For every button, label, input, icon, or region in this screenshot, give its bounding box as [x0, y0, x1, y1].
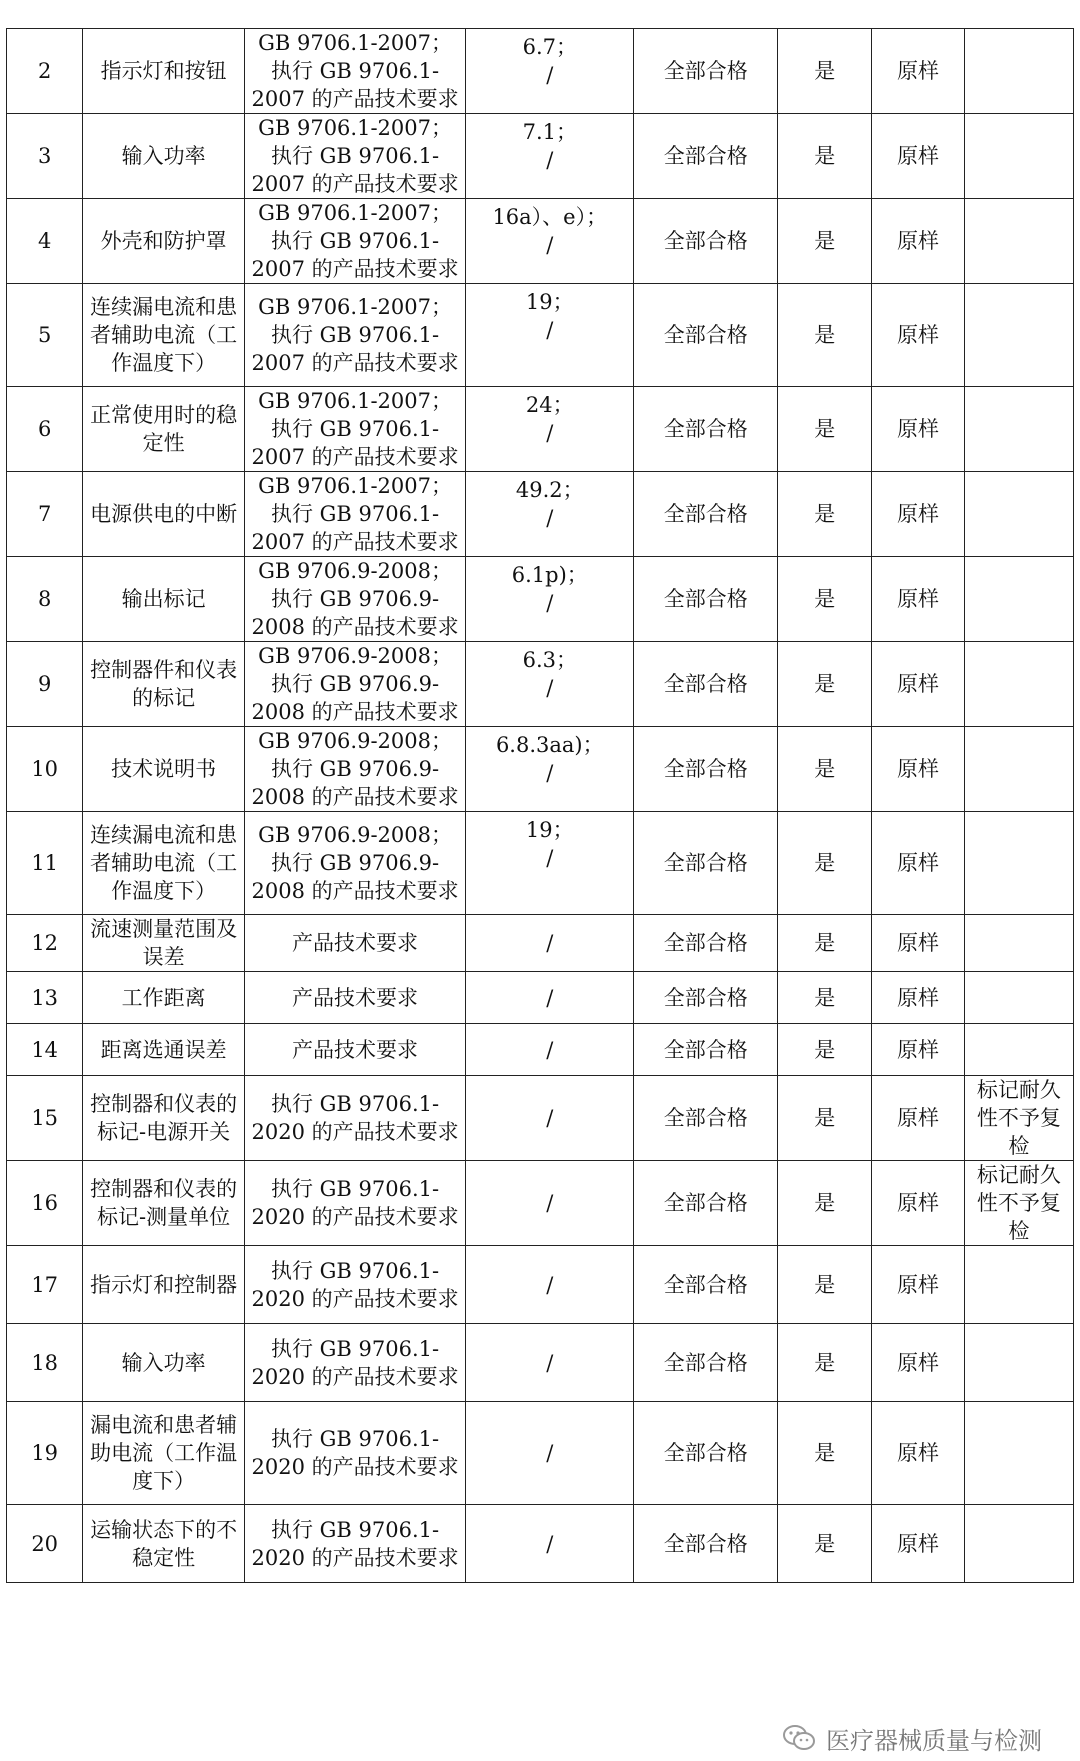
pass-flag: 是: [778, 1076, 872, 1161]
row-number: 20: [7, 1505, 83, 1583]
watermark-footer: [782, 1723, 1042, 1753]
row-number: 9: [7, 642, 83, 727]
row-number: 7: [7, 472, 83, 557]
clause-ref: [466, 472, 634, 557]
row-number: 6: [7, 387, 83, 472]
remark-text: [964, 812, 1073, 915]
clause-ref: /: [466, 1161, 634, 1246]
table-row: [7, 727, 1074, 812]
inspection-results-table: [6, 28, 1074, 1583]
clause-ref: /: [466, 1076, 634, 1161]
pass-flag: 是: [778, 29, 872, 114]
clause-ref: [466, 727, 634, 812]
test-basis: 产品技术要求: [244, 972, 465, 1024]
test-item: 控制器和仪表的标记-测量单位: [83, 1161, 244, 1246]
result-text: 全部合格: [634, 29, 778, 114]
remark-text: [964, 1246, 1073, 1324]
remark-text: [964, 1505, 1073, 1583]
pass-flag: 是: [778, 812, 872, 915]
clause-ref: /: [466, 1402, 634, 1505]
clause-note: /: [546, 676, 554, 700]
test-item: 控制器和仪表的标记-电源开关: [83, 1076, 244, 1161]
test-item: 指示灯和控制器: [83, 1246, 244, 1324]
test-item: 外壳和防护罩: [83, 199, 244, 284]
table-row: [7, 642, 1074, 727]
sample-state: 原样: [872, 1024, 965, 1076]
remark-text: 标记耐久性不予复检: [964, 1161, 1073, 1246]
test-item: 连续漏电流和患者辅助电流（工作温度下）: [83, 812, 244, 915]
sample-state: 原样: [872, 1324, 965, 1402]
table-row: [7, 1024, 1074, 1076]
clause-ref: [466, 387, 634, 472]
remark-text: 标记耐久性不予复检: [964, 1076, 1073, 1161]
sample-state: 原样: [872, 812, 965, 915]
test-item: 输入功率: [83, 114, 244, 199]
remark-text: [964, 284, 1073, 387]
result-text: 全部合格: [634, 1076, 778, 1161]
test-item: 连续漏电流和患者辅助电流（工作温度下）: [83, 284, 244, 387]
table-row: [7, 199, 1074, 284]
test-basis: 执行 GB 9706.1-2020 的产品技术要求: [244, 1161, 465, 1246]
clause-number: 6.7；: [522, 35, 577, 59]
clause-number: 6.1p)；: [511, 563, 588, 587]
pass-flag: 是: [778, 1505, 872, 1583]
row-number: 19: [7, 1402, 83, 1505]
sample-state: 原样: [872, 1076, 965, 1161]
result-text: 全部合格: [634, 1024, 778, 1076]
row-number: 18: [7, 1324, 83, 1402]
clause-ref: [466, 199, 634, 284]
result-text: 全部合格: [634, 1161, 778, 1246]
clause-ref: /: [466, 1505, 634, 1583]
row-number: 5: [7, 284, 83, 387]
remark-text: [964, 114, 1073, 199]
row-number: 8: [7, 557, 83, 642]
remark-text: [964, 642, 1073, 727]
clause-number: 19；: [525, 818, 574, 842]
table-row: [7, 557, 1074, 642]
test-item: 正常使用时的稳定性: [83, 387, 244, 472]
result-text: 全部合格: [634, 1246, 778, 1324]
account-name: 医疗器械质量与检测: [826, 1726, 1042, 1755]
clause-number: 6.8.3aa)；: [495, 733, 604, 757]
pass-flag: 是: [778, 387, 872, 472]
row-number: 12: [7, 915, 83, 972]
sample-state: 原样: [872, 972, 965, 1024]
row-number: 2: [7, 29, 83, 114]
clause-note: /: [546, 318, 554, 342]
clause-note: /: [546, 421, 554, 445]
pass-flag: 是: [778, 1324, 872, 1402]
test-item: 技术说明书: [83, 727, 244, 812]
result-text: 全部合格: [634, 972, 778, 1024]
table-row: [7, 29, 1074, 114]
remark-text: [964, 972, 1073, 1024]
row-number: 11: [7, 812, 83, 915]
test-basis: GB 9706.9-2008；执行 GB 9706.9-2008 的产品技术要求: [244, 727, 465, 812]
test-item: 距离选通误差: [83, 1024, 244, 1076]
remark-text: [964, 557, 1073, 642]
row-number: 16: [7, 1161, 83, 1246]
pass-flag: 是: [778, 1402, 872, 1505]
result-text: 全部合格: [634, 472, 778, 557]
test-item: 运输状态下的不稳定性: [83, 1505, 244, 1583]
table-row: [7, 915, 1074, 972]
table-row: [7, 1505, 1074, 1583]
result-text: 全部合格: [634, 915, 778, 972]
sample-state: 原样: [872, 29, 965, 114]
clause-ref: [466, 114, 634, 199]
clause-note: /: [546, 846, 554, 870]
pass-flag: 是: [778, 972, 872, 1024]
table-row: [7, 284, 1074, 387]
test-basis: 执行 GB 9706.1-2020 的产品技术要求: [244, 1324, 465, 1402]
result-text: 全部合格: [634, 812, 778, 915]
test-basis: GB 9706.1-2007；执行 GB 9706.1-2007 的产品技术要求: [244, 199, 465, 284]
table-row: [7, 1246, 1074, 1324]
clause-number: 49.2；: [515, 478, 584, 502]
row-number: 4: [7, 199, 83, 284]
sample-state: 原样: [872, 1246, 965, 1324]
clause-number: 24；: [525, 393, 574, 417]
result-text: 全部合格: [634, 727, 778, 812]
test-item: 漏电流和患者辅助电流（工作温度下）: [83, 1402, 244, 1505]
clause-note: /: [546, 506, 554, 530]
wechat-icon: [782, 1724, 816, 1752]
pass-flag: 是: [778, 1024, 872, 1076]
test-basis: 执行 GB 9706.1-2020 的产品技术要求: [244, 1402, 465, 1505]
clause-ref: [466, 29, 634, 114]
row-number: 13: [7, 972, 83, 1024]
test-basis: 产品技术要求: [244, 1024, 465, 1076]
pass-flag: 是: [778, 199, 872, 284]
result-text: 全部合格: [634, 284, 778, 387]
pass-flag: 是: [778, 284, 872, 387]
row-number: 15: [7, 1076, 83, 1161]
test-item: 控制器件和仪表的标记: [83, 642, 244, 727]
result-text: 全部合格: [634, 557, 778, 642]
clause-ref: [466, 557, 634, 642]
test-basis: GB 9706.1-2007；执行 GB 9706.1-2007 的产品技术要求: [244, 472, 465, 557]
test-basis: GB 9706.1-2007；执行 GB 9706.1-2007 的产品技术要求: [244, 114, 465, 199]
sample-state: 原样: [872, 1402, 965, 1505]
clause-ref: /: [466, 1024, 634, 1076]
pass-flag: 是: [778, 557, 872, 642]
sample-state: 原样: [872, 199, 965, 284]
test-item: 电源供电的中断: [83, 472, 244, 557]
clause-ref: /: [466, 1246, 634, 1324]
table-row: [7, 1402, 1074, 1505]
remark-text: [964, 387, 1073, 472]
sample-state: 原样: [872, 387, 965, 472]
clause-note: /: [546, 148, 554, 172]
row-number: 10: [7, 727, 83, 812]
table-row: [7, 812, 1074, 915]
clause-note: /: [546, 233, 554, 257]
clause-number: 16a）、e）；: [492, 205, 608, 229]
sample-state: 原样: [872, 1505, 965, 1583]
table-row: [7, 1324, 1074, 1402]
table-row: [7, 1161, 1074, 1246]
remark-text: [964, 29, 1073, 114]
table-row: [7, 972, 1074, 1024]
pass-flag: 是: [778, 472, 872, 557]
clause-number: 7.1；: [522, 120, 577, 144]
row-number: 17: [7, 1246, 83, 1324]
test-basis: GB 9706.9-2008；执行 GB 9706.9-2008 的产品技术要求: [244, 812, 465, 915]
clause-note: /: [546, 591, 554, 615]
test-item: 指示灯和按钮: [83, 29, 244, 114]
result-text: 全部合格: [634, 642, 778, 727]
clause-note: /: [546, 761, 554, 785]
clause-number: 19；: [525, 290, 574, 314]
test-item: 输入功率: [83, 1324, 244, 1402]
pass-flag: 是: [778, 1246, 872, 1324]
remark-text: [964, 1402, 1073, 1505]
result-text: 全部合格: [634, 387, 778, 472]
result-text: 全部合格: [634, 1324, 778, 1402]
row-number: 3: [7, 114, 83, 199]
clause-ref: /: [466, 1324, 634, 1402]
test-basis: 执行 GB 9706.1-2020 的产品技术要求: [244, 1505, 465, 1583]
test-basis: 执行 GB 9706.1-2020 的产品技术要求: [244, 1076, 465, 1161]
test-item: 工作距离: [83, 972, 244, 1024]
test-basis: GB 9706.1-2007；执行 GB 9706.1-2007 的产品技术要求: [244, 387, 465, 472]
test-item: 流速测量范围及误差: [83, 915, 244, 972]
table-row: [7, 387, 1074, 472]
pass-flag: 是: [778, 727, 872, 812]
sample-state: 原样: [872, 284, 965, 387]
result-text: 全部合格: [634, 1505, 778, 1583]
sample-state: 原样: [872, 557, 965, 642]
test-item: 输出标记: [83, 557, 244, 642]
result-text: 全部合格: [634, 114, 778, 199]
test-basis: GB 9706.9-2008；执行 GB 9706.9-2008 的产品技术要求: [244, 642, 465, 727]
remark-text: [964, 727, 1073, 812]
test-basis: GB 9706.9-2008；执行 GB 9706.9-2008 的产品技术要求: [244, 557, 465, 642]
row-number: 14: [7, 1024, 83, 1076]
sample-state: 原样: [872, 472, 965, 557]
test-basis: GB 9706.1-2007；执行 GB 9706.1-2007 的产品技术要求: [244, 284, 465, 387]
sample-state: 原样: [872, 114, 965, 199]
remark-text: [964, 1024, 1073, 1076]
pass-flag: 是: [778, 114, 872, 199]
pass-flag: 是: [778, 642, 872, 727]
pass-flag: 是: [778, 915, 872, 972]
remark-text: [964, 915, 1073, 972]
clause-ref: [466, 812, 634, 915]
sample-state: 原样: [872, 1161, 965, 1246]
table-row: [7, 472, 1074, 557]
test-basis: 执行 GB 9706.1-2020 的产品技术要求: [244, 1246, 465, 1324]
remark-text: [964, 472, 1073, 557]
clause-number: 6.3；: [522, 648, 577, 672]
result-text: 全部合格: [634, 199, 778, 284]
result-text: 全部合格: [634, 1402, 778, 1505]
remark-text: [964, 1324, 1073, 1402]
remark-text: [964, 199, 1073, 284]
test-basis: GB 9706.1-2007；执行 GB 9706.1-2007 的产品技术要求: [244, 29, 465, 114]
clause-note: /: [546, 63, 554, 87]
clause-ref: /: [466, 915, 634, 972]
sample-state: 原样: [872, 642, 965, 727]
sample-state: 原样: [872, 915, 965, 972]
sample-state: 原样: [872, 727, 965, 812]
clause-ref: [466, 642, 634, 727]
clause-ref: /: [466, 972, 634, 1024]
table-row: [7, 114, 1074, 199]
clause-ref: [466, 284, 634, 387]
table-row: [7, 1076, 1074, 1161]
pass-flag: 是: [778, 1161, 872, 1246]
test-basis: 产品技术要求: [244, 915, 465, 972]
